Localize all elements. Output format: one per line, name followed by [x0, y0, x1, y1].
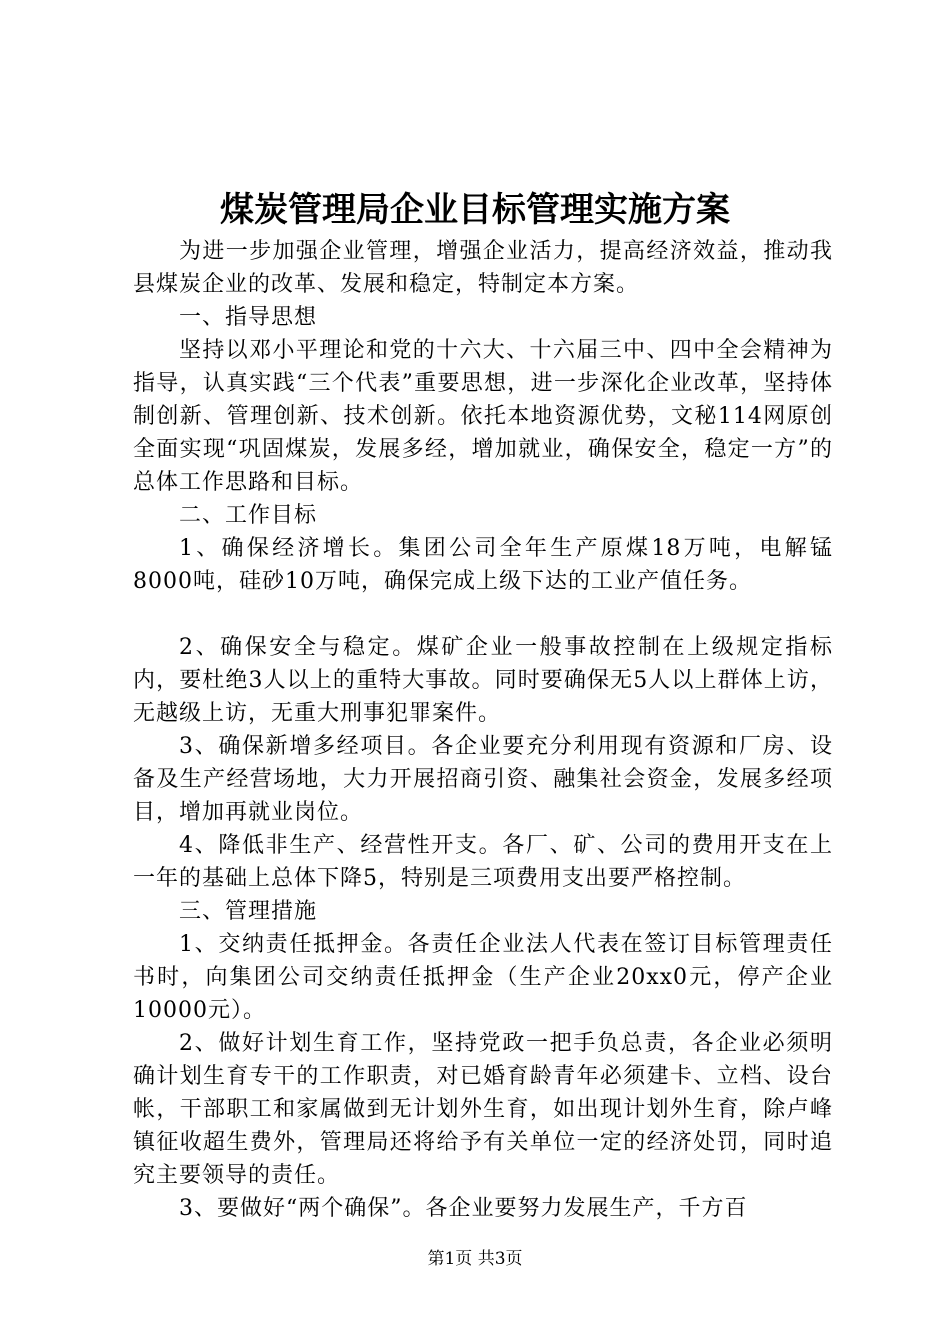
- guiding-thought-paragraph: 坚持以邓小平理论和党的十六大、十六届三中、四中全会精神为指导，认真实践“三个代表”重要思想，进一步深化企业改革，坚持体制创新、管理创新、技术创新。依托本地资源优势，文秘114网原创全面实现“巩固煤炭，发展多经，增加就业，确保安全，稳定一方”的总体工作思路和目标。: [133, 338, 833, 495]
- goal-item-1: 1、确保经济增长。集团公司全年生产原煤18万吨，电解锰8000吨，硅砂10万吨，确保完成上级下达的工业产值任务。: [133, 536, 833, 594]
- intro-paragraph: 为进一步加强企业管理，增强企业活力，提高经济效益，推动我县煤炭企业的改革、发展和稳定，特制定本方案。: [133, 239, 833, 297]
- section-heading-measures: 三、管理措施: [179, 899, 318, 924]
- measure-item-2: 2、做好计划生育工作，坚持党政一把手负总责，各企业必须明确计划生育专干的工作职责，对已婚育龄青年必须建卡、立档、设台帐，干部职工和家属做到无计划外生育，如出现计划外生育，除卢峰镇征收超生费外，管理局还将给予有关单位一定的经济处罚，同时追究主要领导的责任。: [133, 1031, 833, 1188]
- measure-item-3: 3、要做好“两个确保”。各企业要努力发展生产，千方百: [179, 1196, 748, 1221]
- page-number-footer: 第1页 共3页: [427, 1249, 523, 1269]
- goal-item-4: 4、降低非生产、经营性开支。各厂、矿、公司的费用开支在上一年的基础上总体下降5，特别是三项费用支出要严格控制。: [133, 833, 833, 891]
- document-body: [133, 235, 833, 1225]
- document-title: 煤炭管理局企业目标管理实施方案: [220, 190, 730, 230]
- section-heading-guiding-thought: 一、指导思想: [179, 305, 318, 330]
- goal-item-2: 2、确保安全与稳定。煤矿企业一般事故控制在上级规定指标内，要杜绝3人以上的重特大事故。同时要确保无5人以上群体上访，无越级上访，无重大刑事犯罪案件。: [133, 635, 833, 726]
- measure-item-1: 1、交纳责任抵押金。各责任企业法人代表在签订目标管理责任书时，向集团公司交纳责任抵押金（生产企业20xx0元，停产企业10000元）。: [133, 932, 833, 1023]
- section-heading-work-goals: 二、工作目标: [179, 503, 318, 528]
- goal-item-3: 3、确保新增多经项目。各企业要充分利用现有资源和厂房、设备及生产经营场地，大力开展招商引资、融集社会资金，发展多经项目，增加再就业岗位。: [133, 734, 833, 825]
